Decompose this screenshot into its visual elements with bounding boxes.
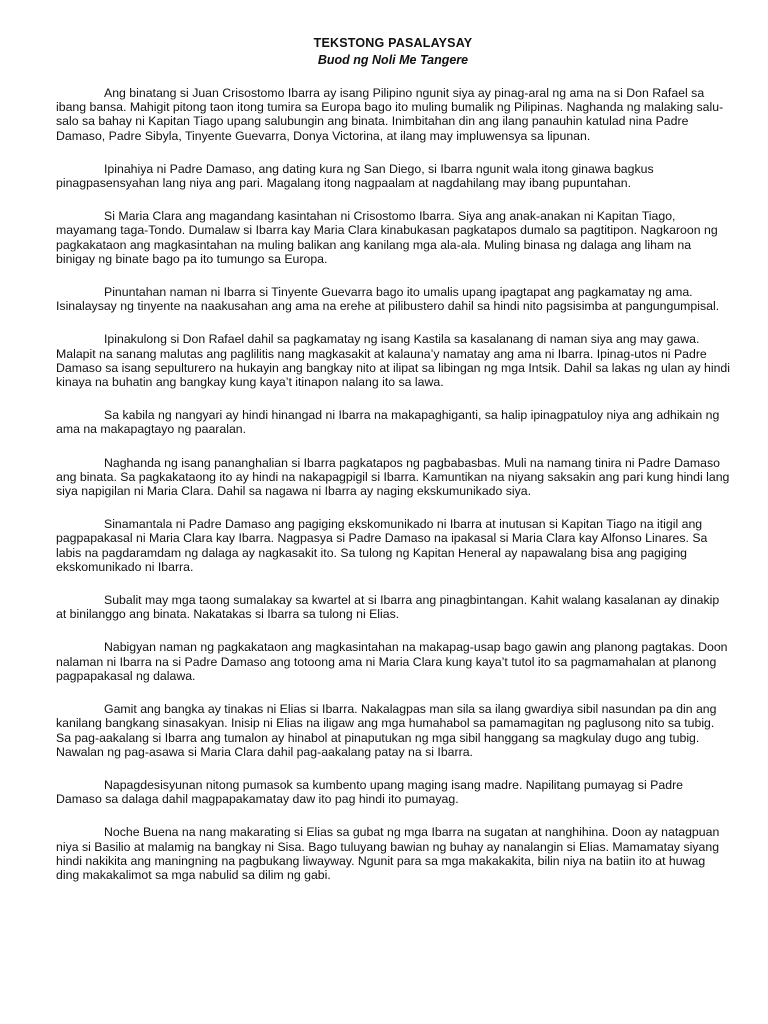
paragraph: Sinamantala ni Padre Damaso ang pagiging ekskomunikado ni Ibarra at inutusan si Kapitan Tiago na itigil ang pagpapakasal ni Maria Clara kay Ibarra. Nagpasya si Padre Damaso na ipakasal si Maria Clara kay Alfonso Linares. Sa labis na pagdaramdam ng dalaga ay nagkasakit ito. Sa tulong ng Kapitan Heneral ay napawalang bisa ang pagiging ekskomunikado ni Ibarra.: [56, 517, 708, 574]
document-title: TEKSTONG PASALAYSAY: [313, 36, 473, 50]
paragraph: Gamit ang bangka ay tinakas ni Elias si Ibarra. Nakalagpas man sila sa ilang gwardiya sibil nasundan pa din ang kanilang bangkang sinasakyan. Inisip ni Elias na iligaw ang mga humahabol sa pamamagitan ng paglusong nito sa tubig. Sa pag-aakalang si Ibarra ang tumalon ay hinabol at pinaputukan ng mga sibil hanggang sa magkulay dugo ang tubig. Nawalan ng pag-asawa si Maria Clara dahil pag-aakalang patay na si Ibarra.: [56, 702, 717, 759]
paragraph: Subalit may mga taong sumalakay sa kwartel at si Ibarra ang pinagbintangan. Kahit walang kasalanan ay dinakip at binilanggo ang binata. Nakatakas si Ibarra sa tulong ni Elias.: [56, 593, 720, 622]
paragraph: Ipinahiya ni Padre Damaso, ang dating kura ng San Diego, si Ibarra ngunit wala itong ginawa bagkus pinagpasensyahan lang niya ang pari. Magalang itong nagpaalam at nagdahilang may ibang pupuntahan.: [56, 161, 654, 191]
paragraph: Noche Buena na nang makarating si Elias sa gubat ng mga Ibarra na sugatan at nanghihina. Doon ay natagpuan niya si Basilio at malamig na bangkay ni Sisa. Bago tuluyang bawian ng buhay ay nanalangin si Elias. Mamamatay siyang hindi nakikita ang maningning na pagbukang liwayway. Ngunit para sa mga makakakita, bilin niya na batiin ito at huwag ding makakalimot sa mga nabulid sa dilim ng gabi.: [56, 825, 720, 882]
document-body: [56, 86, 730, 882]
paragraph: Ang binatang si Juan Crisostomo Ibarra ay isang Pilipino ngunit siya ay pinag-aral ng ama na si Don Rafael sa ibang bansa. Mahigit pitong taon itong tumira sa Europa bago ito muling bumalik ng Pilipinas. Naghanda ng malaking salu-salo sa bahay ni Kapitan Tiago upang salubungin ang binata. Inimbitahan din ang ilang panauhin katulad nina Padre Damaso, Padre Sibyla, Tinyente Guevarra, Donya Victorina, at ilang may impluwensya sa lipunan.: [56, 86, 724, 143]
document-page: [56, 36, 730, 901]
paragraph: Si Maria Clara ang magandang kasintahan ni Crisostomo Ibarra. Siya ang anak-anakan ni Kapitan Tiago, mayamang taga-Tondo. Dumalaw si Ibarra kay Maria Clara kinabukasan pagkatapos dumalo sa pagtitipon. Nagkaroon ng pagkakataon ang magkasintahan na muling balikan ang kanilang mga ala-ala. Muling binasa ng dalaga ang liham na binigay ng binate bago pa ito tumungo sa Europa.: [56, 209, 718, 266]
paragraph: Sa kabila ng nangyari ay hindi hinangad ni Ibarra na makapaghiganti, sa halip ipinagpatuloy niya ang adhikain ng ama na makapagtayo ng paaralan.: [56, 408, 720, 437]
paragraph: Napagdesisyunan nitong pumasok sa kumbento upang maging isang madre. Napilitang pumayag si Padre Damaso sa dalaga dahil magpapakamatay daw ito pag hindi ito pumayag.: [56, 777, 683, 807]
paragraph: Ipinakulong si Don Rafael dahil sa pagkamatay ng isang Kastila sa kasalanang di naman siya ang may gawa. Malapit na sanang malutas ang paglilitis nang magkasakit at kalauna’y namatay ang ama ni Ibarra. Ipinag-utos ni Padre Damaso sa isang sepulturero na hukayin ang bangkay nito at ilipat sa libingan ng mga Intsik. Dahil sa lakas ng ulan ay hindi kinaya na buhatin ang bangkay kung kaya’t itinapon nalang ito sa lawa.: [56, 332, 731, 390]
paragraph: Naghanda ng isang pananghalian si Ibarra pagkatapos ng pagbabasbas. Muli na namang tinira ni Padre Damaso ang binata. Sa pagkakataong ito ay hindi na nakapagpigil si Ibarra. Kamuntikan na niyang saksakin ang pari kung hindi lang siya napigilan ni Maria Clara. Dahil sa nagawa ni Ibarra ay naging ekskumunikado siya.: [56, 455, 730, 499]
paragraph: Nabigyan naman ng pagkakataon ang magkasintahan na makapag-usap bago gawin ang planong pagtakas. Doon nalaman ni Ibarra na si Padre Damaso ang totoong ama ni Maria Clara kung kaya’t tutol ito sa pagmamahalan at planong pagpapakasal ng dalawa.: [56, 640, 728, 683]
document-subtitle: Buod ng Noli Me Tangere: [317, 53, 469, 67]
paragraph: Pinuntahan naman ni Ibarra si Tinyente Guevarra bago ito umalis upang ipagtapat ang pagkamatay ng ama. Isinalaysay ng tinyente na naakusahan ang ama na erehe at pilibustero dahil sa hindi nito pagsisimba at pangungumpisal.: [56, 285, 720, 314]
